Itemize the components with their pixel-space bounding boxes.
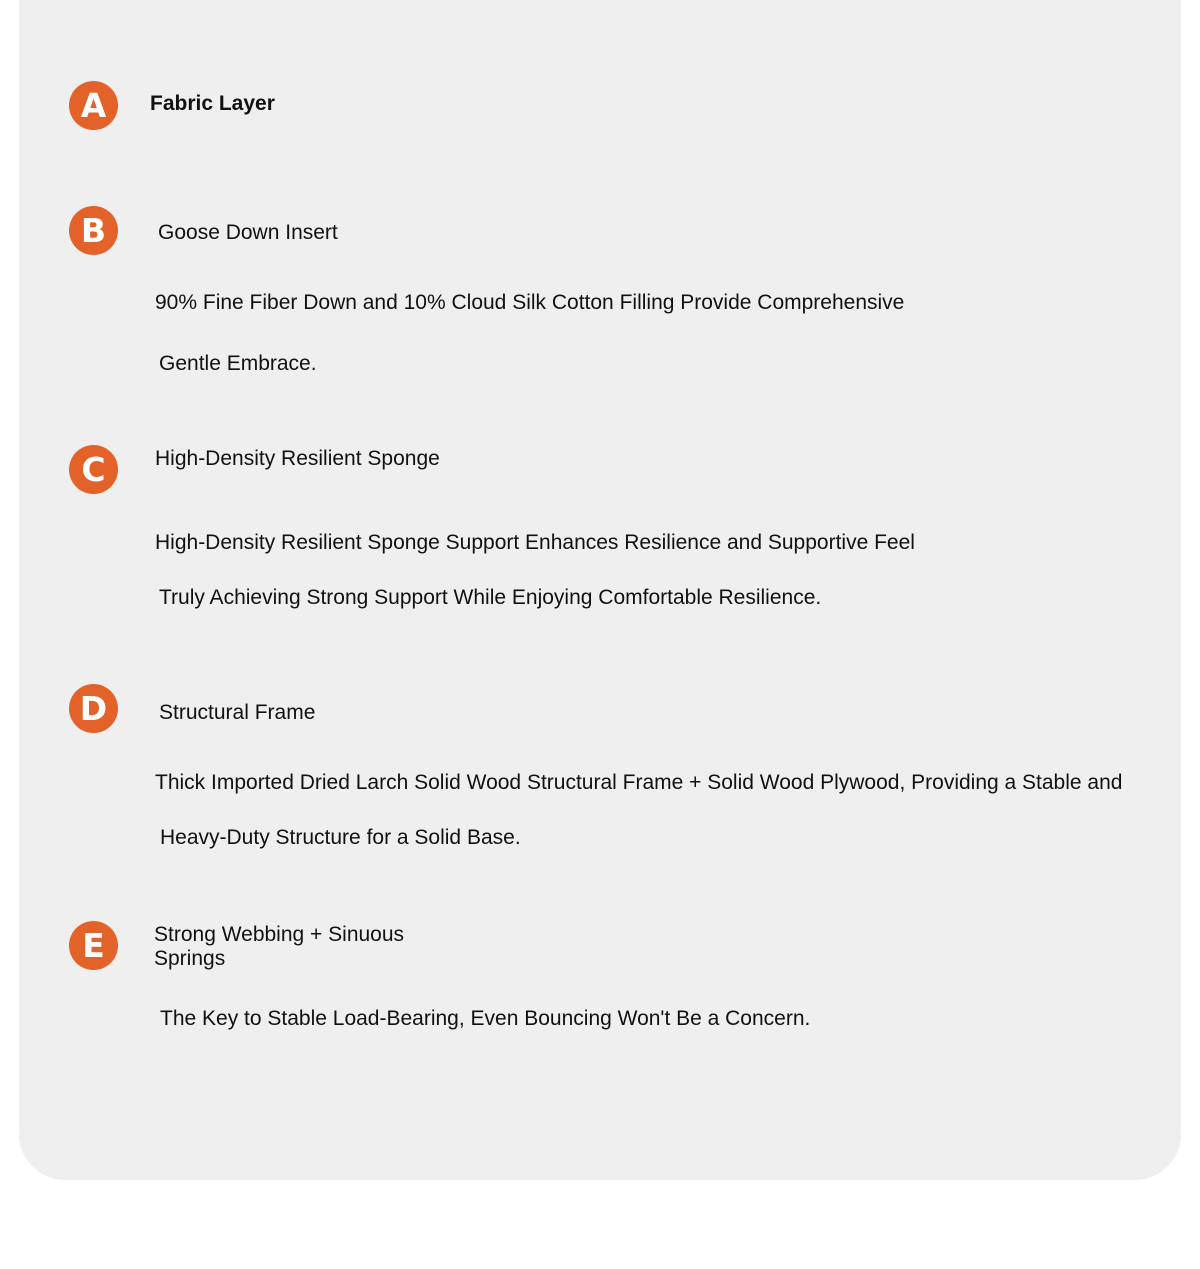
section-d-line-2: Heavy-Duty Structure for a Solid Base.: [160, 826, 521, 849]
section-a-title: Fabric Layer: [150, 92, 275, 115]
badge-e: E: [69, 921, 118, 970]
section-c-line-1: High-Density Resilient Sponge Support Enhances Resilience and Supportive Feel: [155, 531, 915, 554]
section-d-title: Structural Frame: [159, 701, 316, 724]
badge-b: B: [69, 206, 118, 255]
badge-c: C: [69, 445, 118, 494]
section-e-line-1: The Key to Stable Load-Bearing, Even Bouncing Won't Be a Concern.: [160, 1007, 811, 1030]
section-d-line-1: Thick Imported Dried Larch Solid Wood Structural Frame + Solid Wood Plywood, Providing a Stable and: [155, 771, 1123, 794]
section-c-title: High-Density Resilient Sponge: [155, 447, 440, 470]
section-b-line-1: 90% Fine Fiber Down and 10% Cloud Silk Cotton Filling Provide Comprehensive: [155, 291, 905, 314]
content-panel: [19, 0, 1181, 1180]
section-b-title: Goose Down Insert: [158, 221, 338, 244]
badge-d: D: [69, 684, 118, 733]
section-b-line-2: Gentle Embrace.: [159, 352, 317, 375]
badge-a: A: [69, 81, 118, 130]
section-e-title: Strong Webbing + Sinuous Springs: [154, 923, 405, 970]
section-c-line-2: Truly Achieving Strong Support While Enjoying Comfortable Resilience.: [159, 586, 822, 609]
